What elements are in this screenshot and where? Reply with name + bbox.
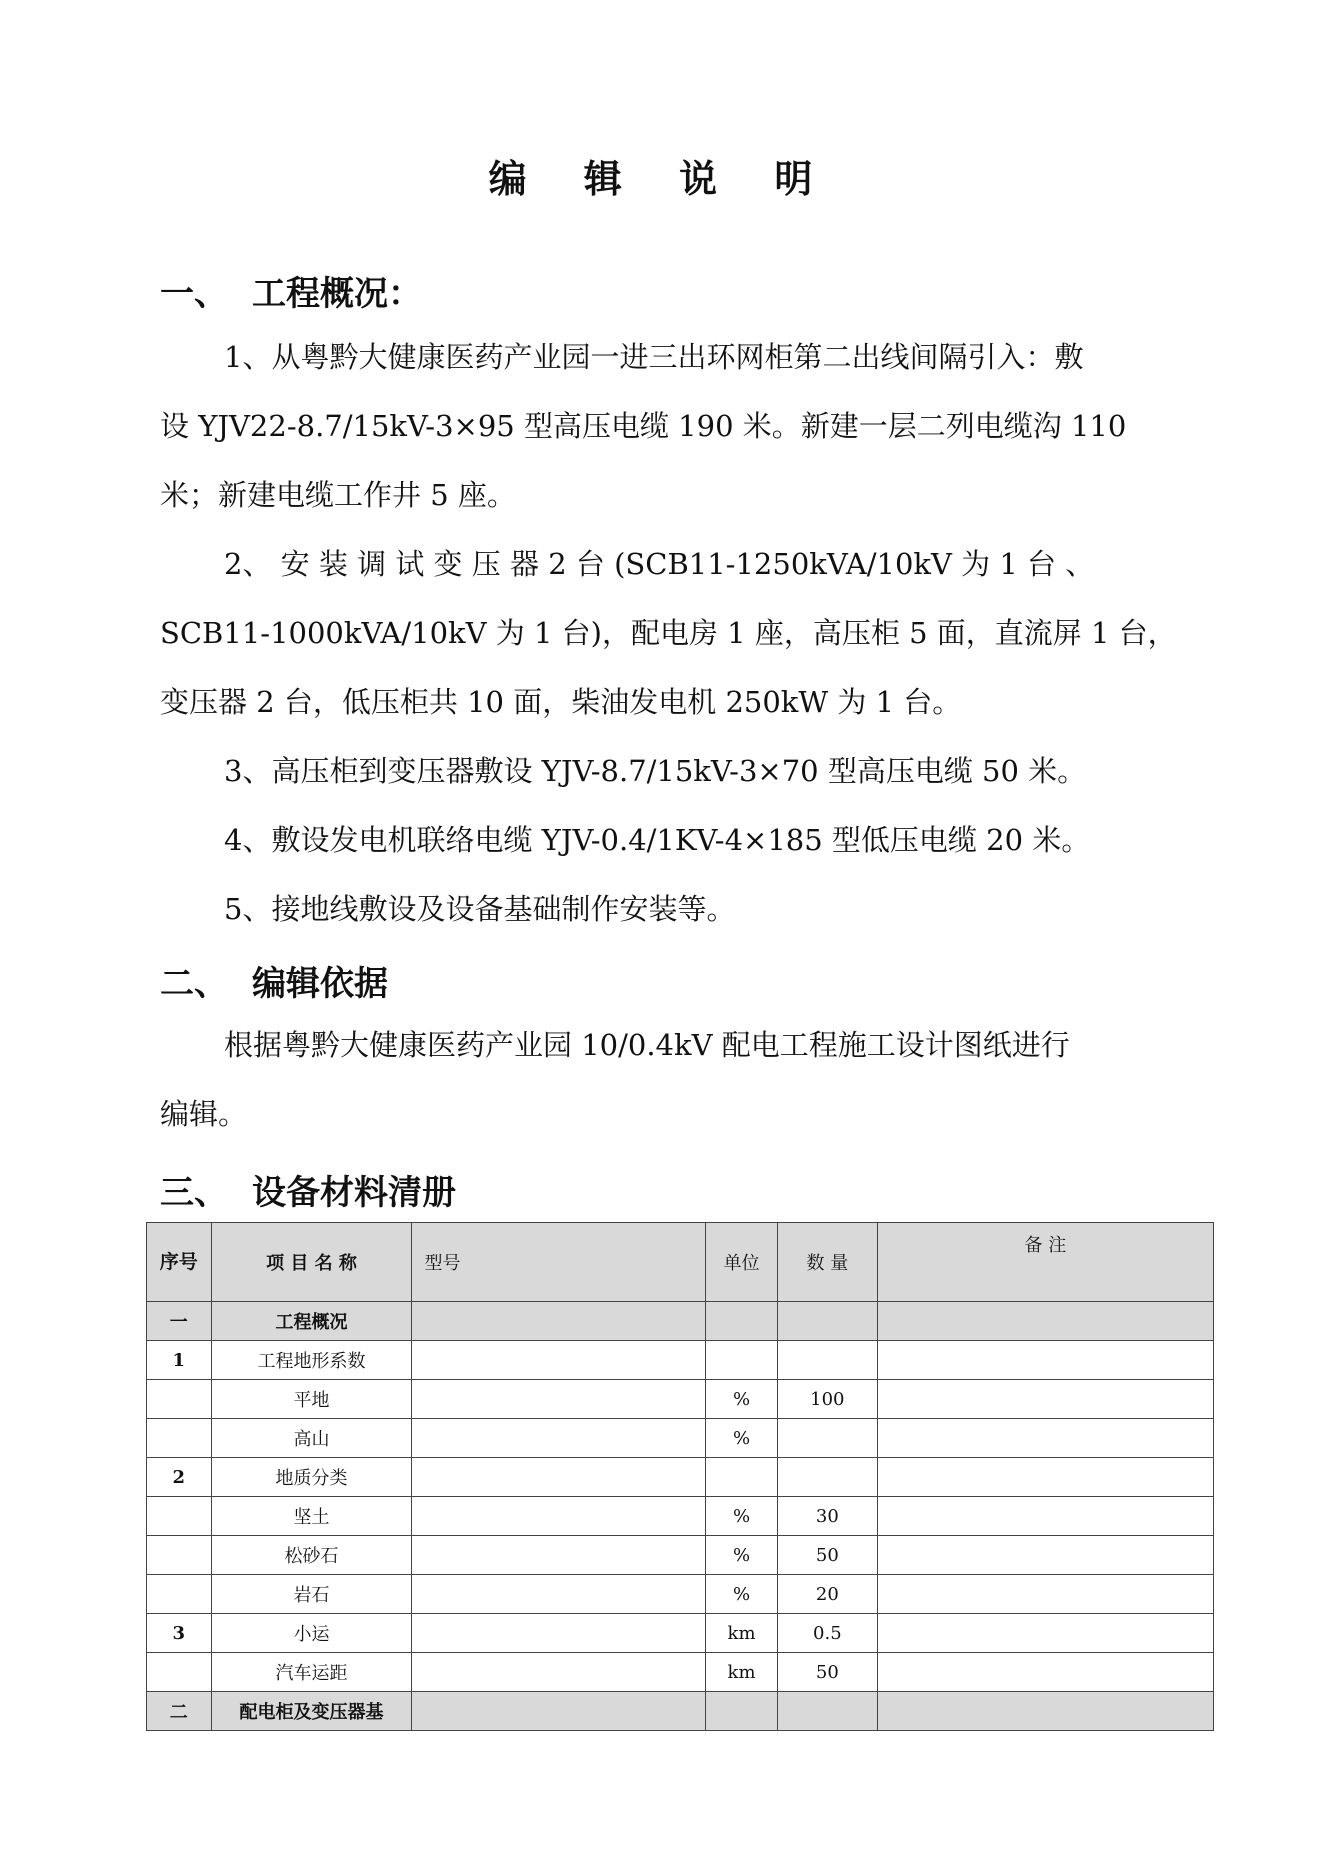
cell-seq: 二 xyxy=(147,1692,212,1731)
overview-paragraph-2 xyxy=(160,530,1200,737)
header-qty: 数 量 xyxy=(777,1223,877,1302)
header-unit: 单位 xyxy=(706,1223,778,1302)
cell-remark xyxy=(877,1497,1213,1536)
cell-remark xyxy=(877,1614,1213,1653)
section-heading-overview xyxy=(160,266,422,315)
section-title: 工程概况： xyxy=(252,274,422,314)
cell-qty: 50 xyxy=(777,1536,877,1575)
paragraph-line: 5、接地线敷设及设备基础制作安装等。 xyxy=(224,892,736,926)
cell-name: 松砂石 xyxy=(211,1536,412,1575)
table-row xyxy=(147,1341,1214,1380)
cell-seq xyxy=(147,1653,212,1692)
cell-qty: 100 xyxy=(777,1380,877,1419)
section-number: 二、 xyxy=(160,964,228,1004)
cell-unit: % xyxy=(706,1536,778,1575)
table-row xyxy=(147,1614,1214,1653)
cell-qty xyxy=(777,1341,877,1380)
overview-paragraph-4 xyxy=(160,806,1200,875)
cell-unit xyxy=(706,1458,778,1497)
cell-seq xyxy=(147,1419,212,1458)
cell-seq xyxy=(147,1575,212,1614)
table-row xyxy=(147,1419,1214,1458)
paragraph-line: 变压器 2 台，低压柜共 10 面，柴油发电机 250kW 为 1 台。 xyxy=(160,685,962,719)
cell-model xyxy=(412,1497,706,1536)
cell-remark xyxy=(877,1458,1213,1497)
cell-model xyxy=(412,1419,706,1458)
cell-name: 坚土 xyxy=(211,1497,412,1536)
cell-unit: % xyxy=(706,1380,778,1419)
cell-remark xyxy=(877,1302,1213,1341)
cell-seq: 1 xyxy=(147,1341,212,1380)
cell-name: 平地 xyxy=(211,1380,412,1419)
paragraph-line: 根据粤黔大健康医药产业园 10/0.4kV 配电工程施工设计图纸进行 xyxy=(224,1028,1070,1062)
cell-name: 小运 xyxy=(211,1614,412,1653)
cell-unit: % xyxy=(706,1575,778,1614)
cell-unit: km xyxy=(706,1614,778,1653)
paragraph-line: 2、 安 装 调 试 变 压 器 2 台 (SCB11-1250kVA/10kV 为 1 台 、 xyxy=(224,547,1095,581)
cell-name: 工程地形系数 xyxy=(211,1341,412,1380)
header-remark: 备 注 xyxy=(877,1223,1213,1302)
section-heading-basis xyxy=(160,956,388,1005)
section-title: 设备材料清册 xyxy=(252,1173,456,1213)
cell-name: 高山 xyxy=(211,1419,412,1458)
cell-name: 配电柜及变压器基 xyxy=(211,1692,412,1731)
table-group-row xyxy=(147,1302,1214,1341)
cell-unit xyxy=(706,1341,778,1380)
header-name: 项 目 名 称 xyxy=(211,1223,412,1302)
cell-name: 地质分类 xyxy=(211,1458,412,1497)
overview-paragraph-3 xyxy=(160,737,1200,806)
cell-unit xyxy=(706,1302,778,1341)
section-heading-materials xyxy=(160,1165,456,1214)
cell-remark xyxy=(877,1380,1213,1419)
cell-seq xyxy=(147,1497,212,1536)
section-number: 一、 xyxy=(160,274,228,314)
cell-unit: km xyxy=(706,1653,778,1692)
cell-unit: % xyxy=(706,1497,778,1536)
cell-seq: 3 xyxy=(147,1614,212,1653)
header-seq: 序号 xyxy=(147,1223,212,1302)
overview-paragraph-5 xyxy=(160,875,1200,944)
cell-unit xyxy=(706,1692,778,1731)
cell-remark xyxy=(877,1536,1213,1575)
cell-model xyxy=(412,1341,706,1380)
cell-seq xyxy=(147,1536,212,1575)
paragraph-line: 3、高压柜到变压器敷设 YJV-8.7/15kV-3×70 型高压电缆 50 米。 xyxy=(224,754,1087,788)
cell-model xyxy=(412,1575,706,1614)
cell-model xyxy=(412,1614,706,1653)
cell-model xyxy=(412,1692,706,1731)
cell-model xyxy=(412,1458,706,1497)
cell-qty xyxy=(777,1692,877,1731)
cell-seq xyxy=(147,1380,212,1419)
cell-qty xyxy=(777,1458,877,1497)
table-row xyxy=(147,1497,1214,1536)
cell-model xyxy=(412,1536,706,1575)
materials-table xyxy=(146,1222,1214,1731)
table-row xyxy=(147,1653,1214,1692)
paragraph-line: 编辑。 xyxy=(160,1097,248,1131)
table-row xyxy=(147,1458,1214,1497)
cell-model xyxy=(412,1653,706,1692)
section-title: 编辑依据 xyxy=(252,964,388,1004)
table-group-row xyxy=(147,1692,1214,1731)
paragraph-line: 设 YJV22-8.7/15kV-3×95 型高压电缆 190 米。新建一层二列电缆沟 110 xyxy=(160,409,1127,443)
cell-seq: 2 xyxy=(147,1458,212,1497)
cell-remark xyxy=(877,1575,1213,1614)
cell-qty: 50 xyxy=(777,1653,877,1692)
cell-qty: 0.5 xyxy=(777,1614,877,1653)
section-number: 三、 xyxy=(160,1173,228,1213)
cell-qty xyxy=(777,1419,877,1458)
paragraph-line: 1、从粤黔大健康医药产业园一进三出环网柜第二出线间隔引入：敷 xyxy=(224,340,1084,374)
cell-seq: 一 xyxy=(147,1302,212,1341)
cell-unit: % xyxy=(706,1419,778,1458)
overview-paragraph-1 xyxy=(160,323,1200,530)
cell-name: 汽车运距 xyxy=(211,1653,412,1692)
page-title: 编 辑 说 明 xyxy=(488,157,835,201)
cell-model xyxy=(412,1302,706,1341)
cell-qty: 20 xyxy=(777,1575,877,1614)
paragraph-line: 米；新建电缆工作井 5 座。 xyxy=(160,478,516,512)
table-row xyxy=(147,1380,1214,1419)
cell-remark xyxy=(877,1653,1213,1692)
cell-name: 工程概况 xyxy=(211,1302,412,1341)
cell-model xyxy=(412,1380,706,1419)
table-row xyxy=(147,1575,1214,1614)
basis-paragraph xyxy=(160,1011,1200,1149)
header-model: 型号 xyxy=(412,1223,706,1302)
cell-remark xyxy=(877,1419,1213,1458)
table-header-row xyxy=(147,1223,1214,1302)
cell-remark xyxy=(877,1341,1213,1380)
table-row xyxy=(147,1536,1214,1575)
cell-name: 岩石 xyxy=(211,1575,412,1614)
cell-qty: 30 xyxy=(777,1497,877,1536)
cell-remark xyxy=(877,1692,1213,1731)
cell-qty xyxy=(777,1302,877,1341)
paragraph-line: SCB11-1000kVA/10kV 为 1 台)，配电房 1 座，高压柜 5 面，直流屏 1 台， xyxy=(160,616,1177,650)
paragraph-line: 4、敷设发电机联络电缆 YJV-0.4/1KV-4×185 型低压电缆 20 米。 xyxy=(224,823,1091,857)
